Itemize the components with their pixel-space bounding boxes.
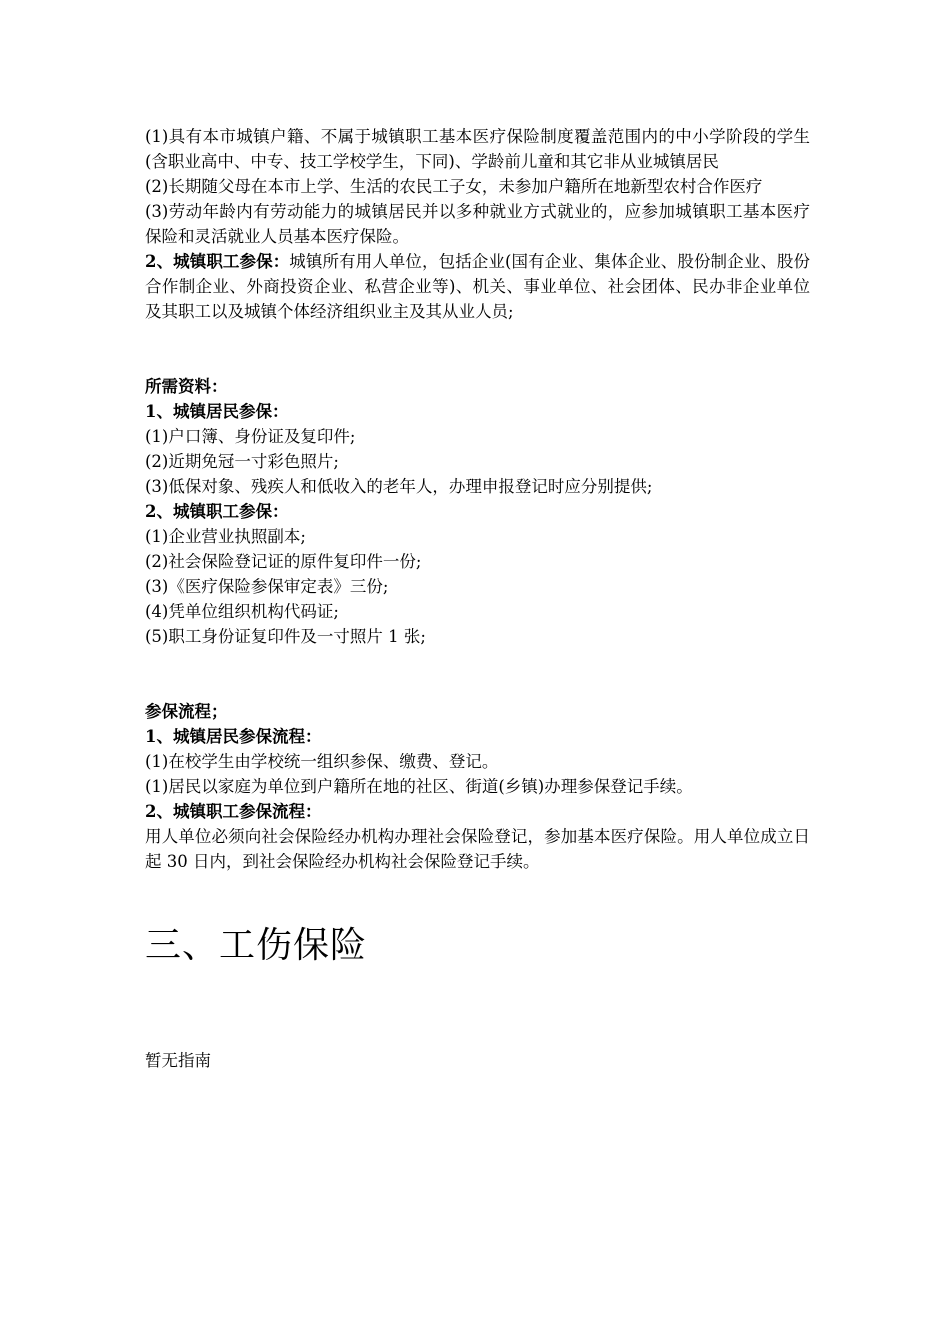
eligibility-item-1: (1)具有本市城镇户籍、不属于城镇职工基本医疗保险制度覆盖范围内的中小学阶段的学生(含职业高中、中专、技工学校学生，下同)、学龄前儿童和其它非从业城镇居民: [145, 127, 810, 171]
section-3-body: 暂无指南: [145, 1051, 211, 1070]
process-resident-item: (1)在校学生由学校统一组织参保、缴费、登记。: [145, 752, 499, 771]
materials-employee-item: (5)职工身份证复印件及一寸照片 1 张;: [145, 627, 426, 646]
materials-resident-heading: 1、城镇居民参保：: [145, 402, 289, 421]
document-body: [145, 124, 810, 1073]
employee-eligibility-text: 城镇所有用人单位，包括企业(国有企业、集体企业、股份制企业、股份合作制企业、外商投资企业、私营企业等)、机关、事业单位、社会团体、民办非企业单位及其职工以及城镇个体经济组织业主及其从业人员;: [145, 252, 811, 321]
employee-eligibility-paragraph: [145, 249, 810, 324]
eligibility-item-2: (2)长期随父母在本市上学、生活的农民工子女，未参加户籍所在地新型农村合作医疗: [145, 177, 763, 196]
materials-employee-item: (4)凭单位组织机构代码证;: [145, 602, 339, 621]
employee-eligibility-heading: 2、城镇职工参保：: [145, 252, 290, 271]
materials-employee-item: (2)社会保险登记证的原件复印件一份;: [145, 552, 422, 571]
materials-employee-item: (3)《医疗保险参保审定表》三份;: [145, 577, 389, 596]
materials-employee-item: (1)企业营业执照副本;: [145, 527, 306, 546]
materials-resident-item: (2)近期免冠一寸彩色照片;: [145, 452, 339, 471]
materials-employee-heading: 2、城镇职工参保：: [145, 502, 289, 521]
process-resident-heading: 1、城镇居民参保流程：: [145, 727, 322, 746]
process-employee-heading: 2、城镇职工参保流程：: [145, 802, 322, 821]
materials-title: 所需资料：: [145, 377, 228, 396]
process-resident-item: (1)居民以家庭为单位到户籍所在地的社区、街道(乡镇)办理参保登记手续。: [145, 777, 693, 796]
process-title: 参保流程；: [145, 702, 228, 721]
section-3-heading: 三、工伤保险: [145, 925, 368, 966]
process-employee-text: 用人单位必须向社会保险经办机构办理社会保险登记，参加基本医疗保险。用人单位成立日起 30 日内，到社会保险经办机构社会保险登记手续。: [145, 827, 810, 871]
materials-resident-item: (3)低保对象、残疾人和低收入的老年人，办理申报登记时应分别提供;: [145, 477, 653, 496]
materials-resident-item: (1)户口簿、身份证及复印件;: [145, 427, 356, 446]
eligibility-item-3: (3)劳动年龄内有劳动能力的城镇居民并以多种就业方式就业的，应参加城镇职工基本医疗保险和灵活就业人员基本医疗保险。: [145, 202, 810, 246]
